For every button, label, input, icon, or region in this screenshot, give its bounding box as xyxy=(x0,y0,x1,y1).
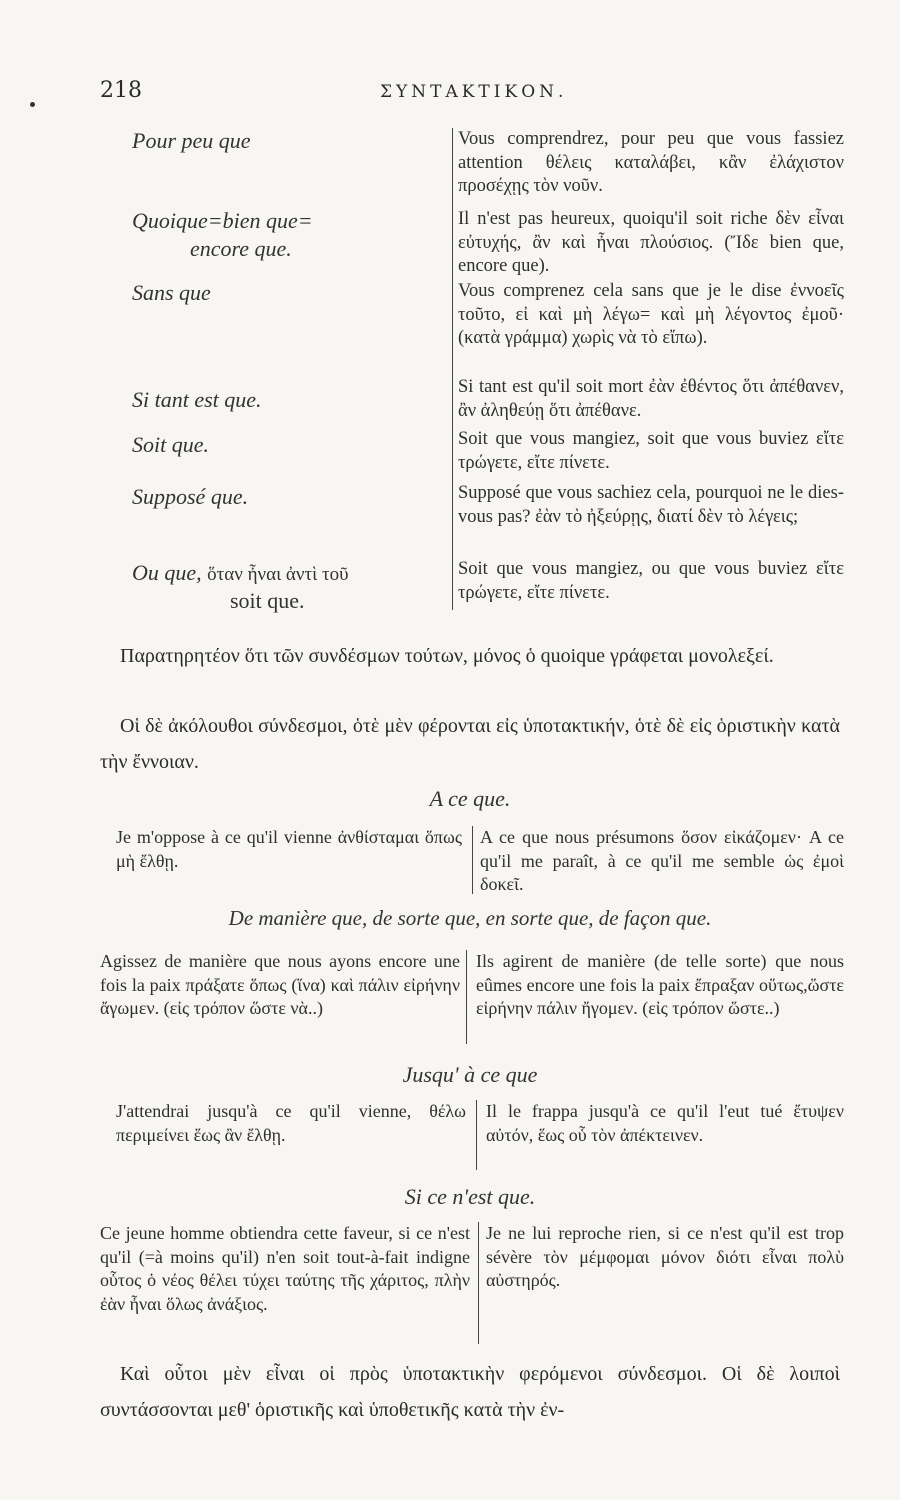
term-pour-peu-que: Pour peu que xyxy=(132,128,251,153)
divider-a-ce-que xyxy=(472,826,473,894)
margin-dot xyxy=(30,102,35,107)
term-suppose-que: Supposé que. xyxy=(132,484,249,509)
example-pour-peu-que: Vous comprendrez, pour peu que vous fassiez attention θέλεις καταλάβει, κἂν ἐλάχιστον προσέχῃς τὸν νοῦν. xyxy=(458,129,844,196)
term-ou-que-prefix: Ou que, xyxy=(132,560,202,585)
heading-a-ce-que: A ce que. xyxy=(429,786,511,811)
right-de-maniere-que: Ils agirent de manière (de telle sorte) que nous eûmes encore une fois la paix ἔπραξαν οὕτως,ὥστε εἰρήνην πάλιν ἤγομεν. (εἰς τρόπον ὥστε..) xyxy=(476,951,844,1018)
example-si-tant-est-que: Si tant est qu'il soit mort ἐὰν ἐθέντος ὅτι ἀπέθανεν, ἂν ἀληθεύῃ ὅτι ἀπέθανε. xyxy=(458,377,844,421)
term-soit-que: Soit que. xyxy=(132,432,209,457)
running-header xyxy=(100,78,840,108)
right-a-ce-que: A ce que nous présumons ὅσον εἰκάζομεν· A ce qu'il me paraît, à ce qu'il me semble ὡς ἐμοὶ δοκεῖ. xyxy=(480,827,844,894)
example-sans-que: Vous comprenez cela sans que je le dise ἐννοεῖς τοῦτο, εἰ καὶ μὴ λέγω= καὶ μὴ λέγοντος ἐμοῦ· (κατὰ γράμμα) χωρὶς νὰ τὸ εἴπω). xyxy=(458,281,844,348)
left-de-maniere-que: Agissez de manière que nous ayons encore une fois la paix πράξατε ὅπως (ἵνα) καὶ πάλιν εἰρήνην ἄγωμεν. (εἰς τρόπον ὥστε νὰ..) xyxy=(100,951,460,1018)
divider-si-ce-n-est-que xyxy=(478,1222,479,1344)
heading-de-maniere-que: De manière que, de sorte que, en sorte que, de façon que. xyxy=(228,906,712,930)
divider-de-maniere-que xyxy=(466,950,467,1044)
intro-paragraph: Οἱ δὲ ἀκόλουθοι σύνδεσμοι, ὁτὲ μὲν φέρονται εἰς ὑποτακτικήν, ὁτὲ δὲ εἰς ὁριστικὴν κατὰ τὴν ἔννοιαν. xyxy=(100,715,840,773)
page-number: 218 xyxy=(100,78,142,103)
example-quoique: Il n'est pas heureux, quoiqu'il soit riche δὲν εἶναι εὐτυχής, ἂν καὶ ἦναι πλούσιος. (Ἴδε bien que, encore que). xyxy=(458,209,844,276)
table1-divider xyxy=(452,128,453,610)
term-ou-que-line2: soit que. xyxy=(230,588,305,613)
example-ou-que: Soit que vous mangiez, ou que vous buviez εἴτε τρώγετε, εἴτε πίνετε. xyxy=(458,559,844,603)
left-jusqu-a-ce-que: J'attendrai jusqu'à ce qu'il vienne, θέλω περιμείνει ἕως ἂν ἔλθῃ. xyxy=(116,1101,466,1145)
divider-jusqu-a-ce-que xyxy=(476,1100,477,1170)
term-si-tant-est-que: Si tant est que. xyxy=(132,387,262,412)
remark-paragraph: Παρατηρητέον ὅτι τῶν συνδέσμων τούτων, μόνος ὁ quoique γράφεται μονολεξεί. xyxy=(120,645,774,667)
closing-paragraph: Καὶ οὗτοι μὲν εἶναι οἱ πρὸς ὑποτακτικὴν φερόμενοι σύνδεσμοι. Οἱ δὲ λοιποὶ συντάσσονται μεθ' ὁριστικῆς καὶ ὑποθετικῆς κατὰ τὴν ἐν- xyxy=(100,1363,840,1421)
heading-jusqu-a-ce-que: Jusqu' à ce que xyxy=(402,1062,538,1087)
right-jusqu-a-ce-que: Il le frappa jusqu'à ce qu'il l'eut tué ἔτυψεν αὐτόν, ἕως οὗ τὸν ἀπέκτεινεν. xyxy=(486,1101,844,1145)
heading-si-ce-n-est-que: Si ce n'est que. xyxy=(404,1184,536,1209)
example-soit-que: Soit que vous mangiez, soit que vous buviez εἴτε τρώγετε, εἴτε πίνετε. xyxy=(458,429,844,473)
left-si-ce-n-est-que: Ce jeune homme obtiendra cette faveur, si ce n'est qu'il (=à moins qu'il) n'en soit tout-à-fait indigne οὗτος ὁ νέος θέλει τύχει ταύτης τῆς χάριτος, πλὴν ἐὰν ἦναι ὅλως ἀνάξιος. xyxy=(100,1223,470,1314)
running-title: ΣΥΝΤΑΚΤΙΚΟΝ. xyxy=(380,82,568,102)
right-si-ce-n-est-que: Je ne lui reproche rien, si ce n'est qu'il est trop sévère τὸν μέμφομαι μόνον διότι εἶναι πολὺ αὐστηρός. xyxy=(486,1223,844,1290)
term-quoique-line1: Quoique=bien que= xyxy=(132,208,313,233)
term-ou-que xyxy=(132,560,349,587)
term-ou-que-greek: ὅταν ἦναι ἀντὶ τοῦ xyxy=(207,564,349,585)
example-suppose-que: Supposé que vous sachiez cela, pourquoi ne le dies-vous pas? ἐὰν τὸ ἠξεύρῃς, διατί δὲν τὸ λέγεις; xyxy=(458,483,844,527)
left-a-ce-que: Je m'oppose à ce qu'il vienne ἀνθίσταμαι ὅπως μὴ ἔλθῃ. xyxy=(116,827,462,871)
term-sans-que: Sans que xyxy=(132,280,211,305)
term-quoique-line2: encore que. xyxy=(190,236,292,261)
